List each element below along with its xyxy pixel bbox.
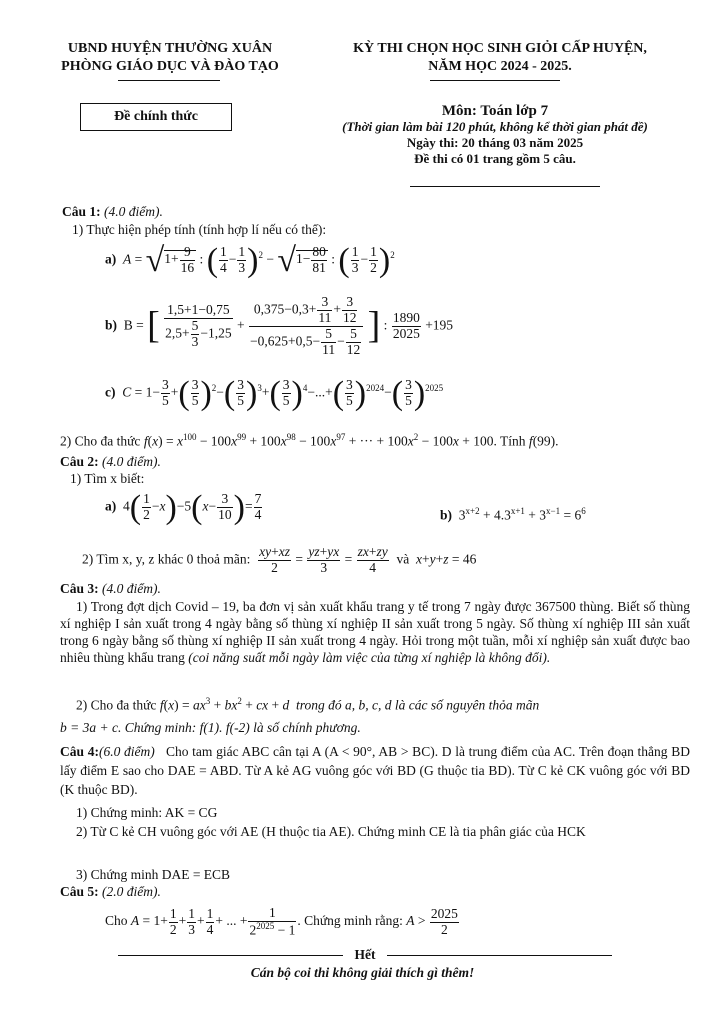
q1-heading: Câu 1: (4.0 điểm). — [62, 204, 163, 219]
q1-part2: 2) Cho đa thức $f(x) = x^{100} - 100x^{99} + 100x^{98} - 100x^{97}$ + ··· + $100x^2 - 100x + 100$. Tính f(99). — [60, 432, 559, 449]
q5-expr: Cho A = 1+ $\frac{1}{2}$ + $\frac{1}{3}$ + $\frac{1}{4}$ + ... + $\frac{1}{2^{2025} - 1}$ . Chứng minh rằng: A > $\frac{2025}{2}$ — [105, 905, 458, 938]
page-note: Đề thi có 01 trang gồm 5 câu. — [414, 151, 576, 166]
exam-title-line-1: KỲ THI CHỌN HỌC SINH GIỎI CẤP HUYỆN, — [353, 41, 647, 56]
q4-part1: 1) Chứng minh: AK = CG — [76, 805, 218, 820]
q1-part1: 1) Thực hiện phép tính (tính hợp lí nếu có thể): — [72, 222, 327, 237]
school-header — [40, 40, 300, 76]
official-badge: Đề chính thức — [80, 103, 232, 131]
header-underline-right — [430, 80, 560, 81]
footer-rule-left — [118, 955, 343, 956]
org-line-2: PHÒNG GIÁO DỤC VÀ ĐÀO TẠO — [61, 59, 279, 74]
q4-part3: 3) Chứng minh DAE = ECB — [76, 867, 231, 882]
q4-part2: 2) Từ C kẻ CH vuông góc với AE (H thuộc tia AE). Chứng minh CE là tia phân giác của HCK — [76, 824, 586, 839]
subject-title: Môn: Toán lớp 7 — [441, 103, 549, 119]
q1-expr-c: c) C = 1− $\frac{3}{5}$ +( $\frac{3}{5}$ )$^2$−( $\frac{3}{5}$ )$^3$+( $\frac{3}{5}$ )$^4$−...+( $\frac{3}{5}$ )$^{2024}$−( $\frac{3}{5}$ )$^{2025}$ — [105, 374, 444, 412]
exam-date: Ngày thi: 20 tháng 03 năm 2025 — [406, 135, 584, 150]
header-underline-left — [118, 80, 220, 81]
org-line-1: UBND HUYỆN THƯỜNG XUÂN — [67, 41, 273, 56]
q1-expr-a: a) A = √1+ $\frac{9}{16}$ : ( $\frac{1}{4}$ − $\frac{1}{3}$ )$^2$ − √1− $\frac{80}{81}$ : ( $\frac{1}{3}$ − $\frac{1}{2}$ )$^2$ — [105, 241, 395, 279]
q2-heading: Câu 2: (4.0 điểm). — [60, 454, 161, 469]
q1-expr-b: b) B = [ 1,5+1−0,75 2,5+ $\frac{5}{3}$ −1,25 + 0,375−0,3+ $\frac{3}{11}$ + $\frac{3}{12}$ −0,625+0,5− $\frac{5}{11}$ − $\frac{5}{12}$ ] : $\frac{1890}{2025}$ +195 — [105, 294, 454, 357]
exam-header — [315, 40, 685, 76]
q5-heading: Câu 5: (2.0 điểm). — [60, 884, 161, 899]
q2-expr-a: a) 4( $\frac{1}{2}$ −x)−5(x− $\frac{3}{10}$ )= $\frac{7}{4}$ — [105, 488, 262, 526]
time-note: (Thời gian làm bài 120 phút, không kể thời gian phát đề) — [342, 119, 648, 134]
end-mark: Hết — [354, 947, 376, 962]
subject-block — [300, 103, 690, 167]
q4-intro: Câu 4:(6.0 điểm) Cho tam giác ABC cân tại A (A < 90°, AB > BC). D là trung điểm của AC. Trên đoạn thẳng BD lấy điểm E sao cho DAE = ABD. Từ A kẻ AG vuông góc với BD (G thuộc tia BD). Từ C kẻ CK vuông góc với BD (K thuộc BD). — [60, 744, 691, 797]
q3-heading: Câu 3: (4.0 điểm). — [60, 581, 161, 596]
footer-note: Cán bộ coi thi không giải thích gì thêm! — [250, 965, 475, 980]
q2-part2: 2) Tìm x, y, z khác 0 thoả mãn: $\frac{xy+xz}{2}$ = $\frac{yz+yx}{3}$ = $\frac{zx+zy}{4}$ và x+y+z = 46 — [82, 544, 477, 575]
q3-part2-condition: b = 3a + c. Chứng minh: f(1). f(-2) là số chính phương. — [60, 720, 361, 735]
footer-rule-right — [387, 955, 612, 956]
exam-title-line-2: NĂM HỌC 2024 - 2025. — [428, 59, 572, 74]
subject-underline — [410, 186, 600, 187]
q3-part1: 1) Trong đợt dịch Covid – 19, ba đơn vị sản xuất khẩu trang y tế trong 7 ngày được 367500 thùng. Biết số thùng xí nghiệp I sản xuất trong 4 ngày bằng số thùng xí nghiệp II sản xuất trong 5 ngày. Số thùng xí nghiệp III sản xuất trong 6 ngày bằng số thùng xí nghiệp II sản xuất trong 4 ngày. Hỏi trong một tuần, mỗi xí nghiệp sản xuất được bao nhiêu thùng khẩu trang (coi năng suất mỗi ngày làm việc của từng xí nghiệp là không đổi). — [60, 599, 690, 665]
q3-part2: 2) Cho đa thức $f(x) = ax^3 + bx^2$ + cx + d trong đó a, b, c, d là các số nguyên thỏa mãn — [76, 696, 540, 713]
q2-part1: 1) Tìm x biết: — [70, 471, 145, 486]
q2-expr-b: b) $3^{x+2} + 4.3^{x+1} + 3^{x-1} = 6^6$ — [440, 506, 586, 523]
